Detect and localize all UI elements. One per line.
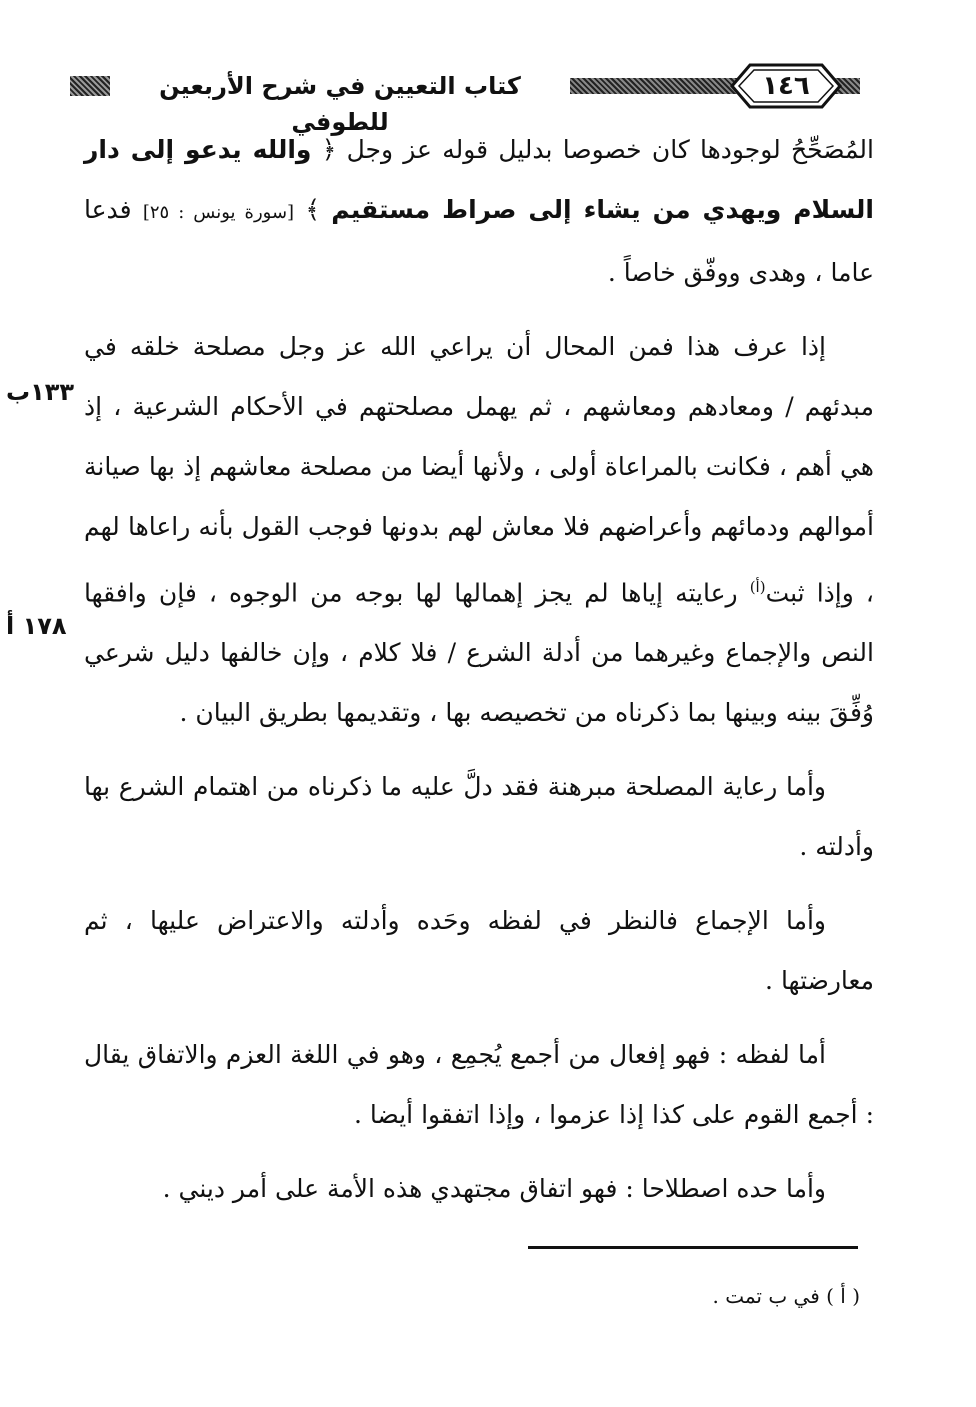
paragraph-4: وأما الإجماع فالنظر في لفظه وحَده وأدلته والاعتراض عليها ، ثم معارضتها . (84, 906, 874, 996)
paragraph-5: أما لفظه : فهو إفعال من أجمع يُجمِع ، وهو في اللغة العزم والاتفاق يقال : أجمع القوم على كذا إذا عزموا ، وإذا اتفقوا أيضا . (84, 1040, 874, 1130)
p2-text-a: إذا عرف هذا فمن المحال أن يراعي الله عز وجل مصلحة خلقه في مبدئهم / ومعادهم ومعاشهم ، ثم يهمل مصلحتهم في الأحكام الشرعية ، إذ هي أهم ، فكانت بالمراعاة أولى ، ولأنها أيضا من مصلحة معاشهم إذ بها صيانة أموالهم ودمائهم وأعراضهم فلا معاش لهم بدونها فوجب القول بأنه راعاها لهم ، وإذا ثبت (84, 332, 875, 608)
margin-folio-note-2: ١٧٨ أ (6, 612, 67, 640)
paragraph-1 (84, 120, 874, 303)
header-ornament-left (70, 76, 110, 96)
paragraph-6: وأما حده اصطلاحا : فهو اتفاق مجتهدي هذه الأمة على أمر ديني . (162, 1174, 826, 1204)
footnote-marker: (أ) (749, 578, 766, 596)
page-header (70, 62, 860, 136)
margin-folio-note-1: ١٣٣ب (6, 378, 75, 406)
quran-reference: [سورة يونس : ٢٥] (142, 202, 295, 223)
p1-text-c: فدعا عاما ، وهدى ووفّق خاصاً . (84, 195, 874, 287)
footnote-divider (528, 1246, 858, 1249)
paragraph-2 (84, 317, 874, 743)
footnote: ( أ ) في ب تمت . (712, 1284, 860, 1308)
p2-text-b: رعايته إياها لم يجز إهمالها لها بوجه من الوجوه ، فإن وافقها النص والإجماع وغيرهما من أدلة الشرع / فلا كلام ، وإن خالفها دليل شرعي وُفِّقَ بينه وبينها بما ذكرناه من تخصيصه بها ، وتقديمها بطريق البيان . (84, 578, 874, 728)
p1-text-a: المُصَحِّحُ لوجودها كان خصوصا بدليل قوله عز وجل ﴿ (321, 135, 874, 164)
paragraph-3: وأما رعاية المصلحة مبرهنة فقد دلَّ عليه ما ذكرناه من اهتمام الشرع بها وأدلته . (84, 772, 874, 862)
main-text (84, 120, 874, 1233)
page-number: ١٤٦ (762, 71, 810, 101)
page-number-badge (730, 62, 842, 110)
p1-text-b: ﴾ (305, 195, 320, 224)
book-title: كتاب التعيين في شرح الأربعين للطوفي (110, 68, 570, 104)
quran-quote: والله يدعو إلى دار السلام ويهدي من يشاء إلى صراط مستقيم (84, 135, 874, 224)
